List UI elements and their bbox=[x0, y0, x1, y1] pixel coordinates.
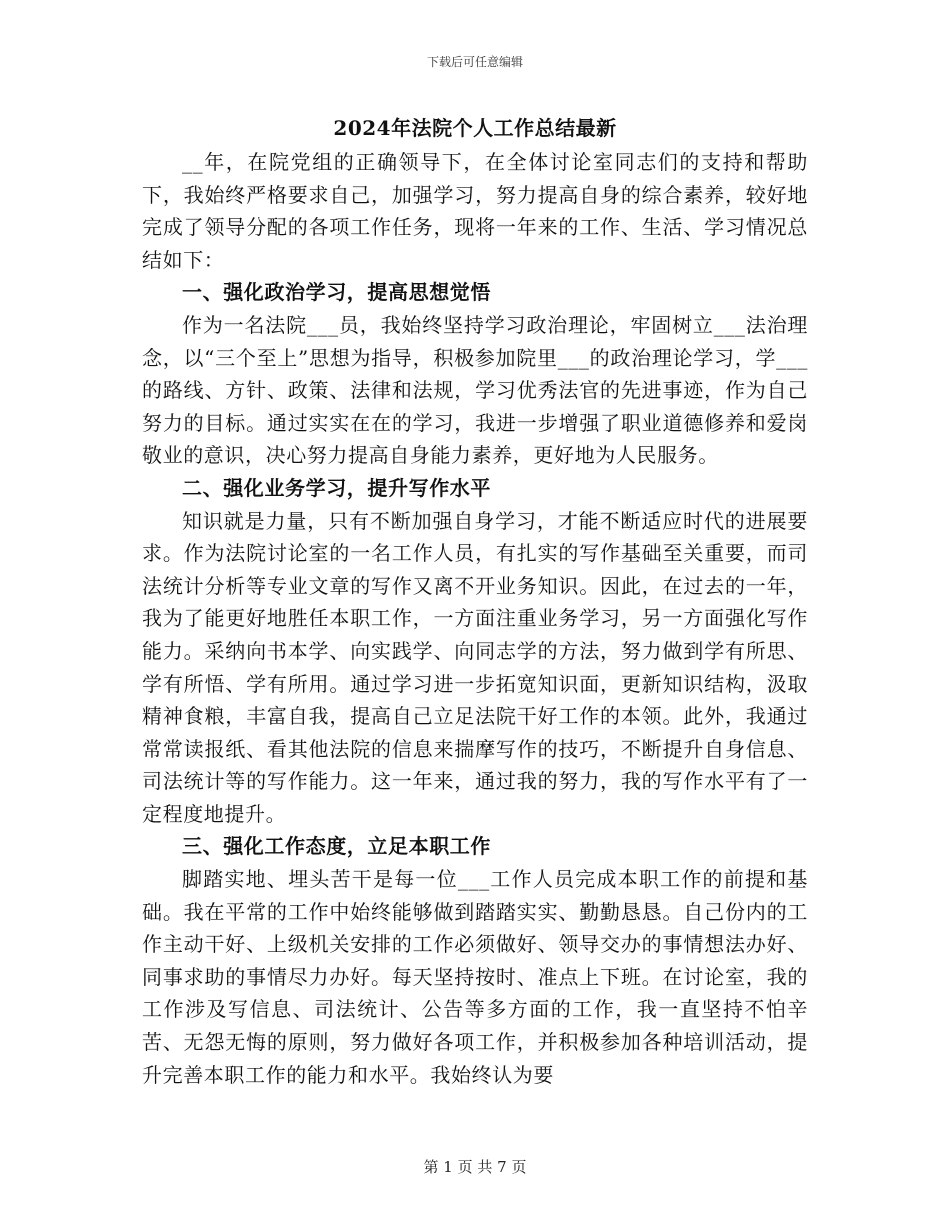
document-body bbox=[142, 146, 808, 1091]
page-header-note: 下载后可任意编辑 bbox=[426, 55, 523, 69]
section-3-heading: 三、强化工作态度，立足本职工作 bbox=[182, 834, 491, 859]
section-2-heading: 二、强化业务学习，提升写作水平 bbox=[182, 475, 491, 500]
section-1-heading: 一、强化政治学习，提高思想觉悟 bbox=[182, 280, 491, 305]
section-2-paragraph: 知识就是力量，只有不断加强自身学习，才能不断适应时代的进展要求。作为法院讨论室的一名工作人员，有扎实的写作基础至关重要，而司法统计分析等专业文章的写作又离不开业务知识。因此，在过去的一年，我为了能更好地胜任本职工作，一方面注重业务学习，另一方面强化写作能力。采纳向书本学、向实践学、向同志学的方法，努力做到学有所思、学有所悟、学有所用。通过学习进一步拓宽知识面，更新知识结构，汲取精神食粮，丰富自我，提高自己立足法院干好工作的本领。此外，我通过常常读报纸、看其他法院的信息来揣摩写作的技巧，不断提升自身信息、司法统计等的写作能力。这一年来，通过我的努力，我的写作水平有了一定程度地提升。 bbox=[142, 508, 808, 826]
page-number-footer: 第 1 页 共 7 页 bbox=[423, 1158, 527, 1176]
section-1-paragraph: 作为一名法院___员，我始终坚持学习政治理论，牢固树立___法治理念，以“三个至上”思想为指导，积极参加院里___的政治理论学习，学___的路线、方针、政策、法律和法规，学习优秀法官的先进事迹，作为自己努力的目标。通过实实在在的学习，我进一步增强了职业道德修养和爱岗敬业的意识，决心努力提高自身能力素养，更好地为人民服务。 bbox=[142, 312, 808, 468]
intro-paragraph: __年，在院党组的正确领导下，在全体讨论室同志们的支持和帮助下，我始终严格要求自己，加强学习，努力提高自身的综合素养，较好地完成了领导分配的各项工作任务，现将一年来的工作、生活、学习情况总结如下： bbox=[142, 150, 808, 272]
section-3-paragraph: 脚踏实地、埋头苦干是每一位___工作人员完成本职工作的前提和基础。我在平常的工作中始终能够做到踏踏实实、勤勤恳恳。自己份内的工作主动干好、上级机关安排的工作必须做好、领导交办的事情想法办好、同事求助的事情尽力办好。每天坚持按时、准点上下班。在讨论室，我的工作涉及写信息、司法统计、公告等多方面的工作，我一直坚持不怕辛苦、无怨无悔的原则，努力做好各项工作，并积极参加各种培训活动，提升完善本职工作的能力和水平。我始终认为要 bbox=[142, 867, 808, 1087]
document-title: 2024年法院个人工作总结最新 bbox=[333, 116, 617, 140]
